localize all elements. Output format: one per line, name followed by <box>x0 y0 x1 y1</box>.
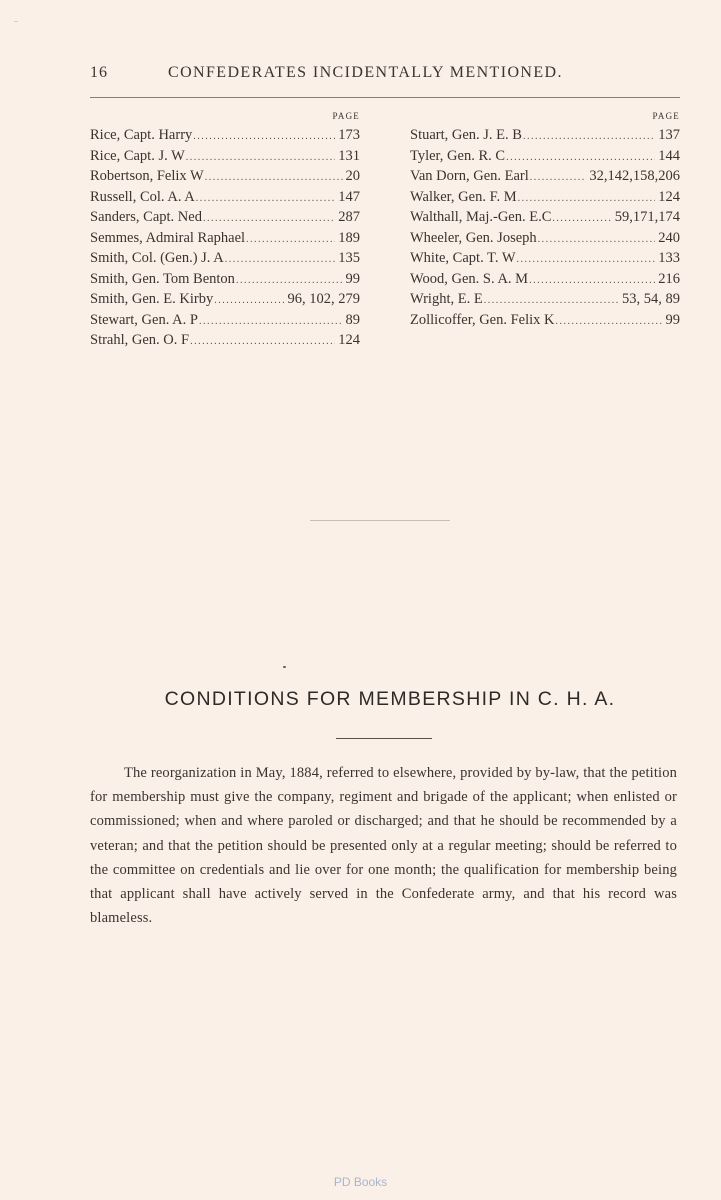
entry-name: Russell, Col. A. A <box>90 188 195 205</box>
entry-pages: 99 <box>345 270 360 287</box>
dot-leader <box>199 312 343 333</box>
entry-name: Sanders, Capt. Ned <box>90 209 202 225</box>
index-entry <box>410 125 680 146</box>
entry-pages: 173 <box>338 127 360 143</box>
entry-name: Walthall, Maj.-Gen. E.C <box>410 209 552 225</box>
index-column-left <box>90 111 360 351</box>
entry-pages: 96, 102, 279 <box>287 291 360 307</box>
entry-pages: 32,142,158,206 <box>589 168 680 184</box>
section-divider <box>310 520 450 521</box>
index-entry <box>90 207 360 228</box>
dot-leader <box>246 230 335 251</box>
membership-paragraph: The reorganization in May, 1884, referred to elsewhere, provided by by-law, that the petition for membership must give the company, regiment and brigade of the applicant; when enlisted or commissioned; when and where paroled or discharged; and that he should be recommended by a veteran; and that the petition should be presented only at a regular meeting; should be referred to the committee on credentials and lie over for one month; the qualification for membership being that applicant shall have actively served in the Confederate army, and that his record was blameless. <box>90 765 677 927</box>
dot-leader <box>506 148 655 169</box>
index-entry <box>410 310 680 331</box>
entry-pages: 89 <box>345 311 360 328</box>
index-entry <box>410 248 680 269</box>
watermark: PD Books <box>333 1175 388 1189</box>
entry-name: Smith, Gen. E. Kirby <box>90 291 214 307</box>
dot-leader <box>552 209 611 230</box>
dot-leader <box>225 250 336 271</box>
page-column-heading: PAGE <box>332 111 360 121</box>
entry-name: Stuart, Gen. J. E. B <box>410 127 522 143</box>
entry-name: Rice, Capt. J. W <box>90 147 185 164</box>
entry-name: Smith, Col. (Gen.) J. A <box>90 250 224 266</box>
entry-name: Semmes, Admiral Raphael <box>90 229 246 246</box>
scan-speck <box>14 21 18 22</box>
entry-pages: 216 <box>658 270 680 287</box>
index-entry <box>90 269 360 290</box>
entry-pages: 287 <box>338 209 360 225</box>
entry-name: Van Dorn, Gen. Earl <box>410 168 529 184</box>
entry-name: Wright, E. E <box>410 291 483 307</box>
index-entry <box>90 125 360 146</box>
header-rule <box>90 97 680 98</box>
index-entry <box>410 269 680 290</box>
dot-leader <box>517 250 656 271</box>
page-header <box>90 62 680 86</box>
entry-pages: 147 <box>338 188 360 205</box>
dot-leader <box>523 127 655 148</box>
entry-name: White, Capt. T. W <box>410 250 516 266</box>
index-entry <box>410 207 680 228</box>
entry-pages: 20 <box>345 168 360 184</box>
dot-leader <box>190 332 335 353</box>
index-column-right <box>410 111 680 330</box>
dot-leader <box>530 168 587 189</box>
entry-name: Wood, Gen. S. A. M <box>410 270 529 287</box>
entry-pages: 99 <box>665 311 680 328</box>
dot-leader <box>484 291 619 312</box>
index-entry <box>90 289 360 310</box>
index-entry <box>410 289 680 310</box>
entry-pages: 189 <box>338 229 360 246</box>
entry-pages: 53, 54, 89 <box>622 291 680 307</box>
dot-leader <box>203 209 335 230</box>
index-entry <box>90 330 360 351</box>
entry-name: Strahl, Gen. O. F <box>90 332 190 348</box>
scan-speck <box>283 666 286 668</box>
index-entry <box>90 310 360 331</box>
dot-leader <box>205 168 343 189</box>
dot-leader <box>196 189 336 210</box>
entry-pages: 137 <box>658 127 680 143</box>
dot-leader <box>214 291 284 312</box>
index-entry <box>90 248 360 269</box>
entry-name: Smith, Gen. Tom Benton <box>90 270 235 287</box>
entry-pages: 124 <box>658 188 680 205</box>
dot-leader <box>518 189 656 210</box>
entry-name: Walker, Gen. F. M <box>410 188 517 205</box>
index-entry <box>410 228 680 249</box>
index-entry <box>90 228 360 249</box>
dot-leader <box>529 271 655 292</box>
entry-pages: 144 <box>658 147 680 164</box>
index-entry <box>410 146 680 167</box>
entry-pages: 135 <box>338 250 360 266</box>
entry-name: Rice, Capt. Harry <box>90 127 193 143</box>
page-column-heading: PAGE <box>652 111 680 121</box>
entry-name: Wheeler, Gen. Joseph <box>410 229 537 246</box>
dot-leader <box>538 230 656 251</box>
entry-pages: 133 <box>658 250 680 266</box>
index-entry <box>90 166 360 187</box>
entry-name: Zollicoffer, Gen. Felix K <box>410 311 555 328</box>
page-number: 16 <box>90 64 108 81</box>
section-title: CONDITIONS FOR MEMBERSHIP IN C. H. A. <box>164 688 616 710</box>
title-rule <box>336 738 432 739</box>
entry-name: Tyler, Gen. R. C <box>410 147 506 164</box>
entry-pages: 131 <box>338 147 360 164</box>
index-entry <box>410 187 680 208</box>
index-entry <box>410 166 680 187</box>
entry-pages: 124 <box>338 332 360 348</box>
entry-pages: 59,171,174 <box>614 209 680 225</box>
running-title: CONFEDERATES INCIDENTALLY MENTIONED. <box>168 64 563 81</box>
index-entry <box>90 187 360 208</box>
dot-leader <box>186 148 335 169</box>
dot-leader <box>193 127 335 148</box>
dot-leader <box>236 271 343 292</box>
entry-name: Stewart, Gen. A. P <box>90 311 198 328</box>
index-entry <box>90 146 360 167</box>
entry-name: Robertson, Felix W <box>90 168 204 184</box>
dot-leader <box>556 312 663 333</box>
entry-pages: 240 <box>658 229 680 246</box>
